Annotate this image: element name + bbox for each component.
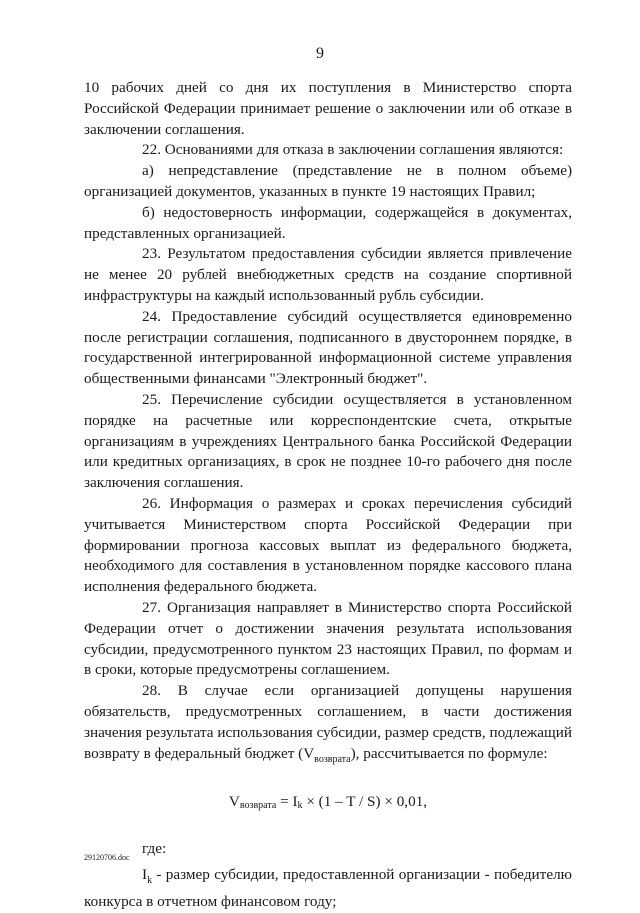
paragraph-28-after: ), рассчитывается по формуле: [350, 744, 548, 762]
paragraph: 23. Результатом предоставления субсидии является привлечение не менее 20 рублей внебюджетных средств на создание спортивной инфраструктуры на каждый использованный рубль субсидии. [84, 245, 572, 304]
formula-rest: × (1 – T / S) × 0,01, [302, 793, 428, 811]
formula-i-sub: k [297, 800, 303, 812]
paragraph-28 [84, 681, 572, 770]
page-number: 9 [316, 45, 324, 62]
ik-symbol: I [142, 865, 148, 883]
paragraph: 22. Основаниями для отказа в заключении соглашения являются: [142, 141, 564, 159]
footer-doc-code: 29120706.doc [84, 853, 130, 862]
paragraph-28-sub: возврата [314, 753, 351, 765]
paragraph: 26. Информация о размерах и сроках перечисления субсидий учитывается Министерством спорта Российской Федерации при формировании прогноза кассовых выплат из федерального бюджета, необходимого для составления в установленном порядке кассового плана исполнения федерального бюджета. [84, 494, 572, 596]
ik-sub: k [147, 874, 153, 886]
paragraph-28-before: 28. В случае если организацией допущены нарушения обязательств, предусмотренных соглашением, в части достижения значения результата использования субсидии, размер средств, подлежащий возврату в федеральный бюджет (V [84, 682, 572, 762]
formula-v-sub: возврата [239, 800, 277, 812]
paragraph: 27. Организация направляет в Министерство спорта Российской Федерации отчет о достижении значения результата использования субсидии, предусмотренного пунктом 23 настоящих Правил, по формам и в сроки, которые предусмотрены соглашением. [84, 598, 572, 679]
paragraph: 10 рабочих дней со дня их поступления в Министерство спорта Российской Федерации принимает решение о заключении или об отказе в заключении соглашения. [84, 79, 572, 138]
formula [84, 792, 572, 817]
formula-mid: = I [276, 793, 298, 811]
paragraph: 24. Предоставление субсидий осуществляется единовременно после регистрации соглашения, подписанного в двустороннем порядке, в государственной интегрированной информационной системе управления общественными финансами "Электронный бюджет". [84, 307, 572, 388]
formula-v: V [228, 793, 240, 811]
where-label: где: [142, 840, 167, 858]
paragraph: 25. Перечисление субсидии осуществляется в установленном порядке на расчетные или корреспондентские счета, открытые организациям в учреждениях Центрального банка Российской Федерации или кредитных организациях, в срок не позднее 10-го рабочего дня после заключения соглашения. [84, 390, 572, 492]
paragraph: а) непредставление (представление не в полном объеме) организацией документов, указанных в пункте 19 настоящих Правил; [84, 162, 572, 200]
ik-definition [84, 865, 572, 913]
paragraph: б) недостоверность информации, содержащейся в документах, представленных организацией. [84, 203, 572, 242]
document-body [84, 78, 572, 913]
ik-text: - размер субсидии, предоставленной организации - победителю конкурса в отчетном финансовом году; [84, 865, 572, 910]
paragraph-list [84, 78, 572, 681]
